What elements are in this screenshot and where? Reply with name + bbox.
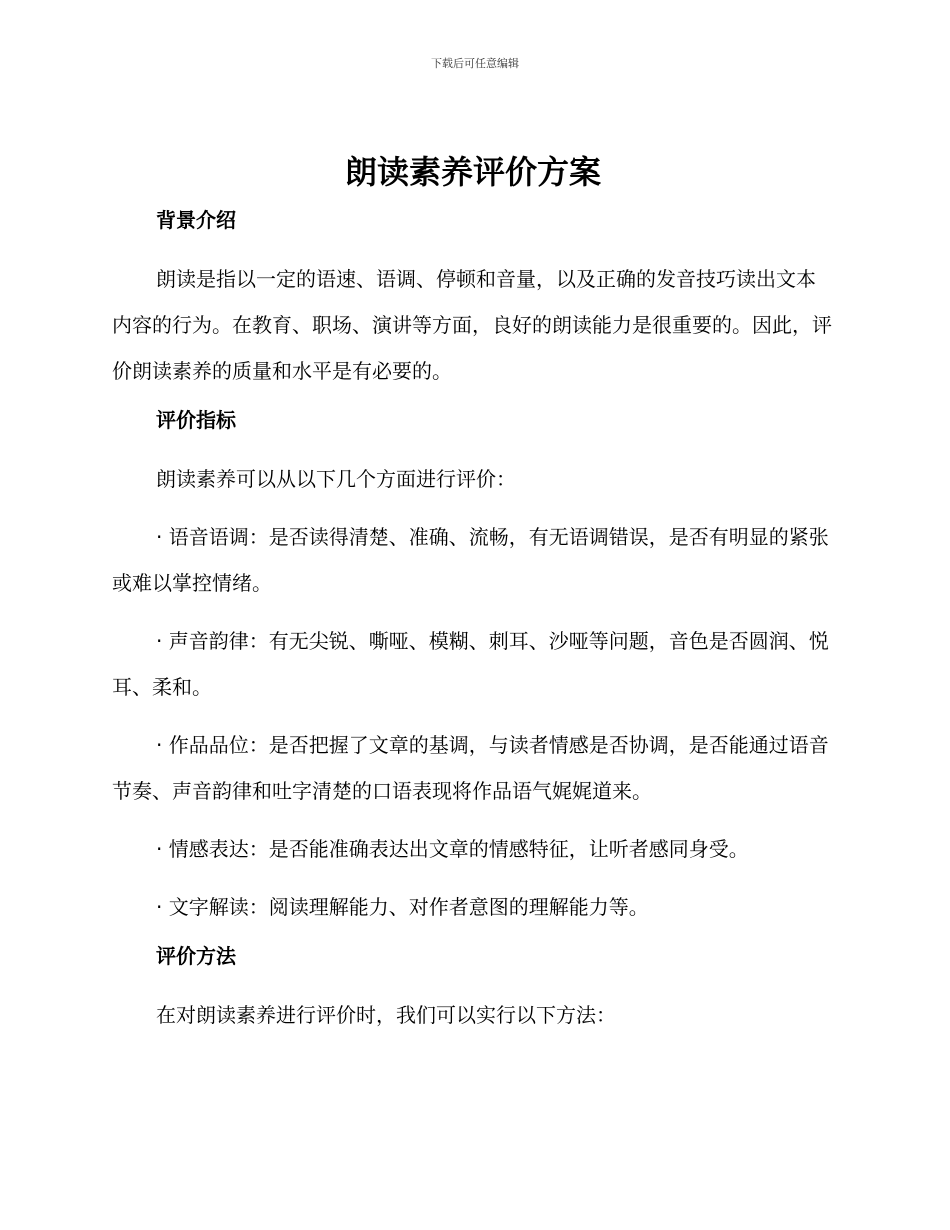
section-heading-method: 评价方法 (156, 944, 236, 968)
background-paragraph: 朗读是指以一定的语速、语调、停顿和音量，以及正确的发音技巧读出文本内容的行为。在教育、职场、演讲等方面，良好的朗读能力是很重要的。因此，评价朗读素养的质量和水平是有必要的。 (112, 267, 832, 383)
criteria-intro-paragraph: 朗读素养可以从以下几个方面进行评价： (156, 467, 516, 491)
criteria-item-voice: · 声音韵律：有无尖锐、嘶哑、模糊、刺耳、沙哑等问题，音色是否圆润、悦耳、柔和。 (112, 629, 829, 699)
page-header-note: 下载后可任意编辑 (431, 57, 519, 70)
document-body (112, 148, 834, 1038)
criteria-item-interpretation: · 文字解读：阅读理解能力、对作者意图的理解能力等。 (156, 895, 649, 919)
criteria-item-pronunciation: · 语音语调：是否读得清楚、准确、流畅，有无语调错误，是否有明显的紧张或难以掌控情绪。 (112, 525, 829, 595)
method-intro-paragraph: 在对朗读素养进行评价时，我们可以实行以下方法： (156, 1003, 616, 1027)
document-title: 朗读素养评价方案 (344, 153, 601, 191)
criteria-item-taste: · 作品品位：是否把握了文章的基调，与读者情感是否协调，是否能通过语音节奏、声音韵律和吐字清楚的口语表现将作品语气娓娓道来。 (112, 733, 829, 803)
criteria-item-emotion: · 情感表达：是否能准确表达出文章的情感特征，让听者感同身受。 (156, 837, 749, 861)
section-heading-background: 背景介绍 (156, 208, 236, 232)
section-heading-criteria: 评价指标 (156, 408, 236, 432)
